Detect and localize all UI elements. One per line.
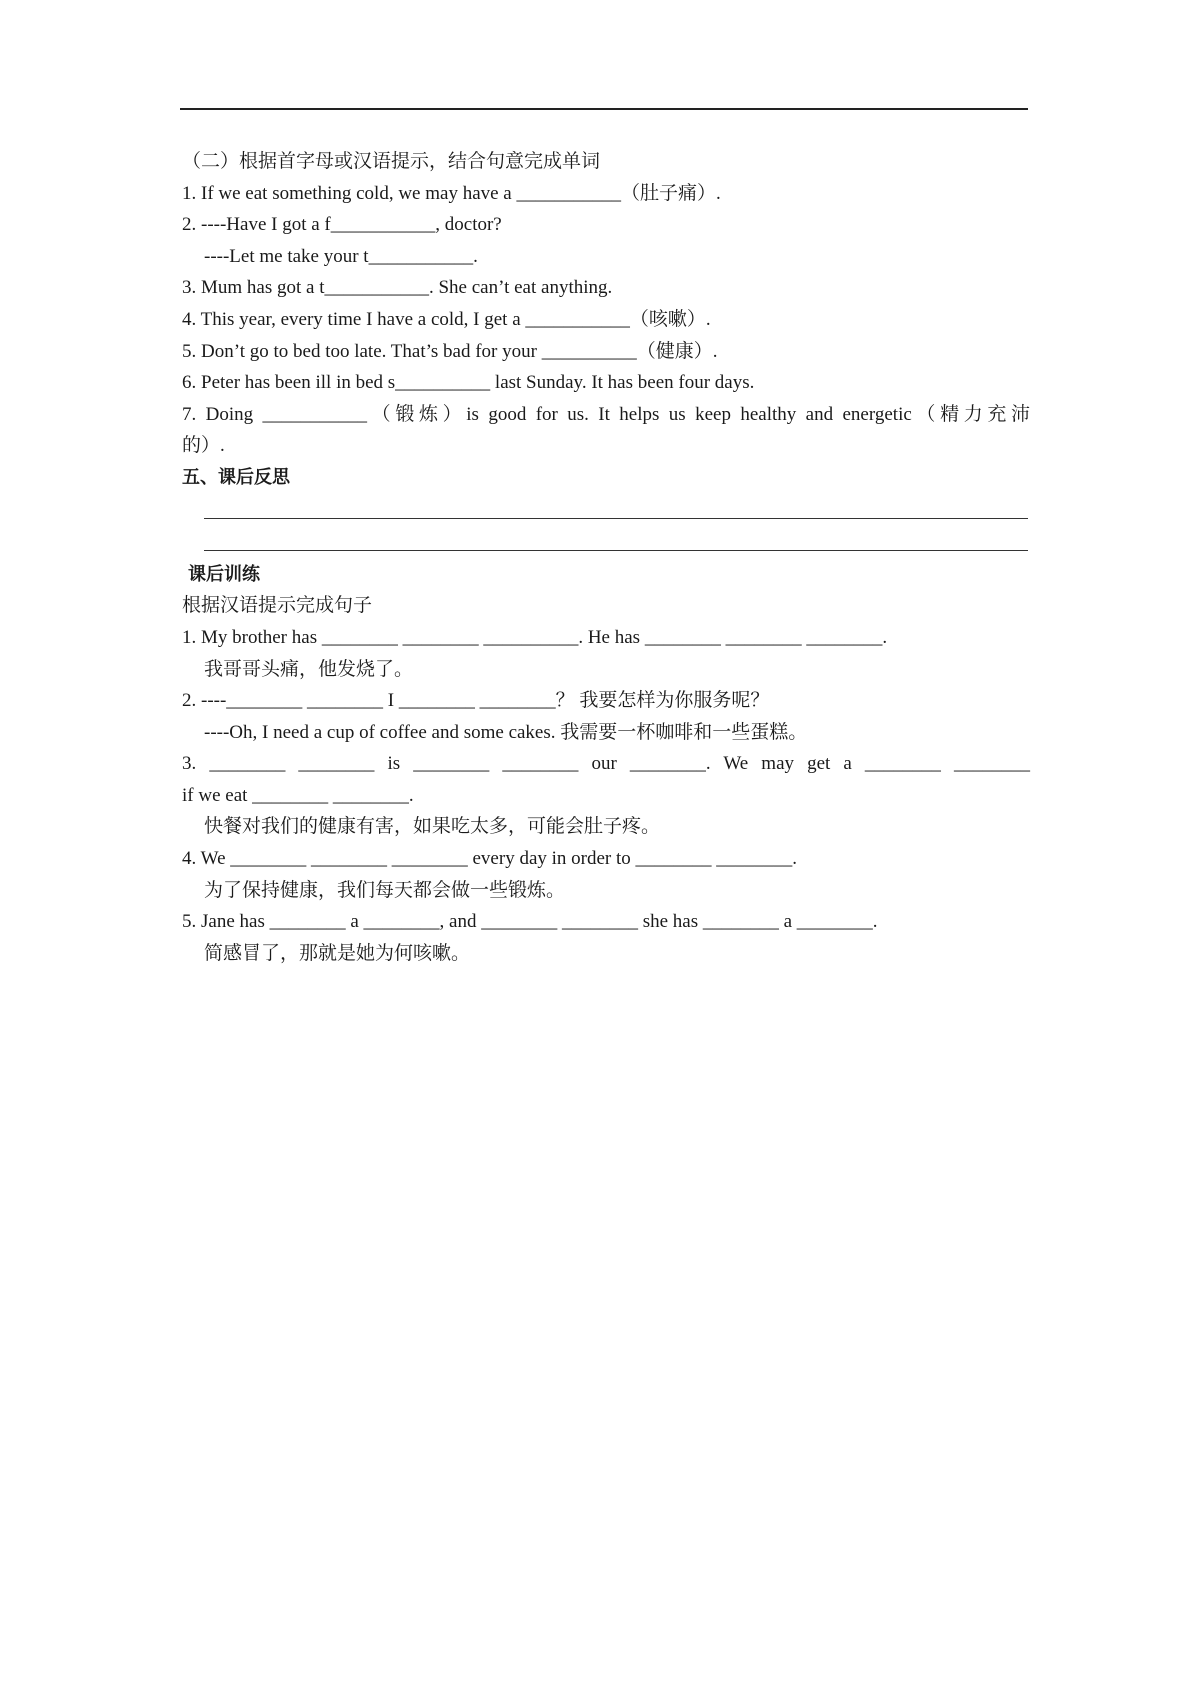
practice-question-4: 4. We ________ ________ ________ every day in order to ________ ________.	[182, 848, 798, 870]
worksheet-content	[182, 146, 1030, 969]
header-rule	[180, 108, 1028, 110]
part-two-question-2-reply: ----Let me take your t___________.	[204, 245, 478, 267]
practice-question-1: 1. My brother has ________ ________ __________. He has ________ ________ ________.	[182, 626, 888, 648]
practice-question-3: 3. ________ ________ is ________ ________ our ________. We may get a ________ ________	[182, 753, 1030, 775]
part-two-question-7: 7. Doing ___________（锻炼）is good for us. It helps us keep healthy and energetic（精力充沛	[182, 403, 1030, 425]
part-two-question-4: 4. This year, every time I have a cold, I get a ___________（咳嗽）.	[182, 308, 711, 330]
practice-question-5-chinese: 简感冒了，那就是她为何咳嗽。	[204, 942, 471, 964]
part-two-question-5: 5. Don’t go to bed too late. That’s bad for your __________（健康）.	[182, 340, 718, 362]
part-two-question-6: 6. Peter has been ill in bed s__________ last Sunday. It has been four days.	[182, 372, 755, 394]
practice-heading: 课后训练	[188, 563, 260, 585]
practice-question-5: 5. Jane has ________ a ________, and ________ ________ she has ________ a ________.	[182, 911, 878, 933]
practice-question-3-continued: if we eat ________ ________.	[182, 784, 414, 806]
practice-question-2: 2. ----________ ________ I ________ ________？ 我要怎样为你服务呢？	[182, 690, 770, 712]
part-two-question-7-continued: 的）.	[182, 435, 225, 457]
part-two-heading: （二）根据首字母或汉语提示，结合句意完成单词	[182, 151, 601, 172]
practice-instruction: 根据汉语提示完成句子	[182, 595, 373, 617]
practice-question-4-chinese: 为了保持健康，我们每天都会做一些锻炼。	[204, 879, 566, 901]
part-two-question-3: 3. Mum has got a t___________. She can’t eat anything.	[182, 277, 613, 299]
practice-question-3-chinese: 快餐对我们的健康有害，如果吃太多，可能会肚子疼。	[204, 816, 661, 838]
reflection-heading: 五、课后反思	[182, 466, 290, 488]
practice-question-1-chinese: 我哥哥头痛，他发烧了。	[204, 658, 414, 680]
part-two-question-1: 1. If we eat something cold, we may have a ___________（肚子痛）.	[182, 182, 721, 204]
reflection-answer-line-2[interactable]	[204, 526, 1028, 551]
reflection-answer-line-1[interactable]	[204, 494, 1028, 519]
practice-question-2-reply: ----Oh, I need a cup of coffee and some cakes. 我需要一杯咖啡和一些蛋糕。	[204, 721, 808, 743]
part-two-question-2: 2. ----Have I got a f___________, doctor?	[182, 214, 502, 236]
